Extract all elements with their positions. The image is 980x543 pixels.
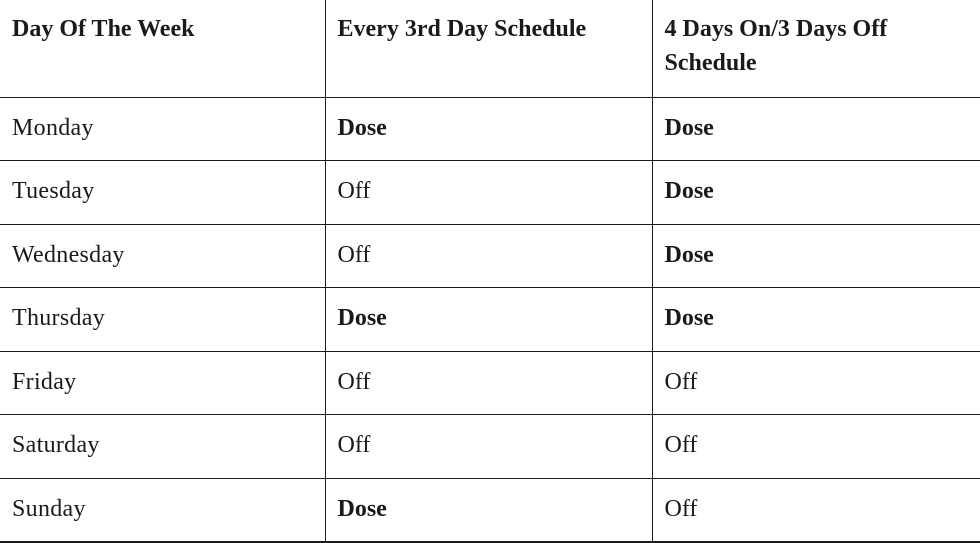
day-cell: Friday — [0, 351, 325, 415]
every-3rd-day-cell: Off — [325, 351, 652, 415]
header-day-of-week: Day Of The Week — [0, 0, 325, 97]
table-body — [0, 97, 980, 542]
header-4-on-3-off: 4 Days On/3 Days Off Schedule — [652, 0, 980, 97]
every-3rd-day-cell: Dose — [325, 288, 652, 352]
every-3rd-day-cell: Dose — [325, 478, 652, 542]
header-row — [0, 0, 980, 97]
every-3rd-day-cell: Off — [325, 415, 652, 479]
day-cell: Wednesday — [0, 224, 325, 288]
day-cell: Sunday — [0, 478, 325, 542]
four-on-three-off-cell: Dose — [652, 224, 980, 288]
every-3rd-day-cell: Off — [325, 224, 652, 288]
day-cell: Saturday — [0, 415, 325, 479]
four-on-three-off-cell: Off — [652, 415, 980, 479]
four-on-three-off-cell: Dose — [652, 288, 980, 352]
table-row — [0, 224, 980, 288]
day-cell: Thursday — [0, 288, 325, 352]
four-on-three-off-cell: Dose — [652, 97, 980, 161]
four-on-three-off-cell: Off — [652, 351, 980, 415]
table-row — [0, 288, 980, 352]
table-header — [0, 0, 980, 97]
every-3rd-day-cell: Dose — [325, 97, 652, 161]
table-row — [0, 161, 980, 225]
table-row — [0, 97, 980, 161]
table-row — [0, 351, 980, 415]
day-cell: Monday — [0, 97, 325, 161]
table-row — [0, 415, 980, 479]
four-on-three-off-cell: Off — [652, 478, 980, 542]
four-on-three-off-cell: Dose — [652, 161, 980, 225]
every-3rd-day-cell: Off — [325, 161, 652, 225]
header-every-3rd-day: Every 3rd Day Schedule — [325, 0, 652, 97]
table-row — [0, 478, 980, 542]
day-cell: Tuesday — [0, 161, 325, 225]
